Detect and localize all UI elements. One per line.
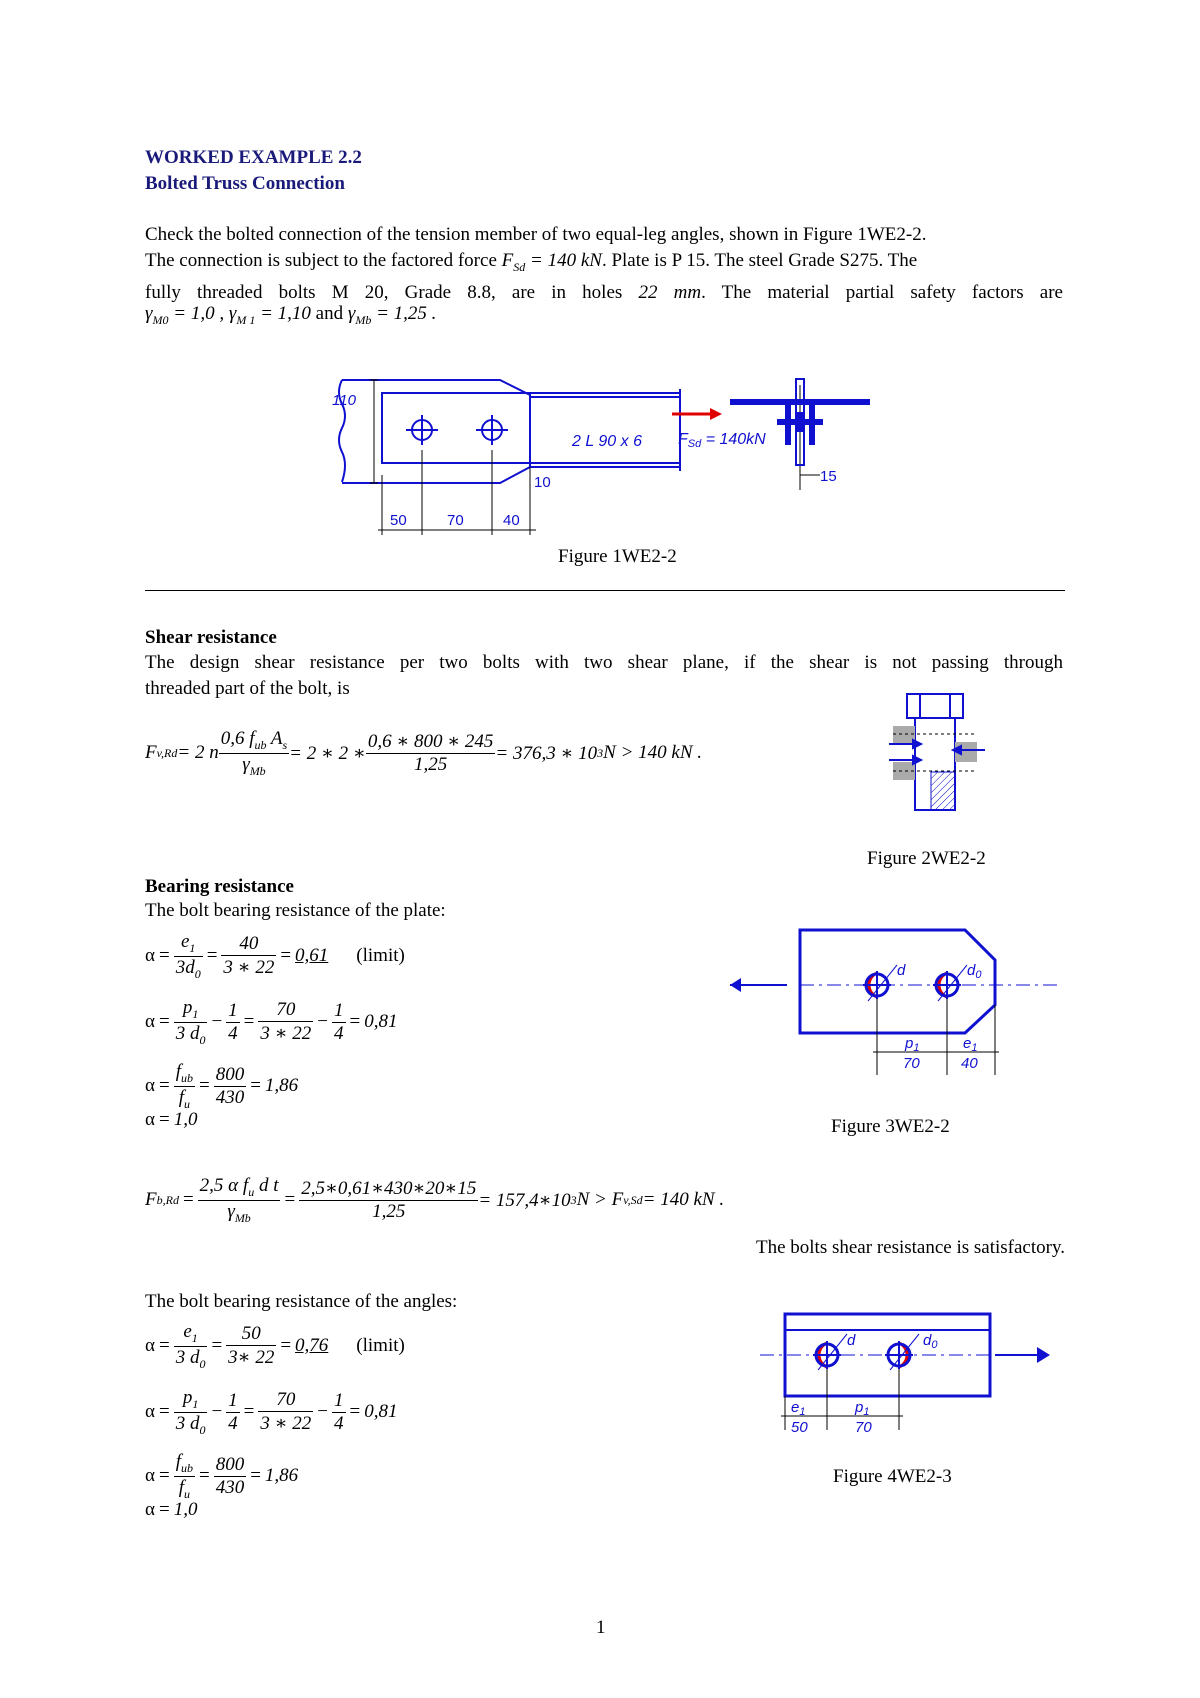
- figure-3-plate-bearing-drawing: [725, 925, 1065, 1075]
- shear-eq-1: = 2 n: [177, 742, 219, 763]
- intro-force-value: = 140 kN: [525, 250, 602, 271]
- fig3-40: 40: [961, 1055, 978, 1072]
- intro-line-3a: fully threaded bolts M 20, Grade 8.8, are in holes: [145, 281, 639, 303]
- shear-result-tail: N > 140 kN .: [603, 742, 703, 763]
- shear-fraction-2: $\frac{0,6 ∗ 800 ∗ 245}{1,25}$: [367, 731, 494, 775]
- angle-alpha-row-3: α = $\frac{f_{ub}}{f_u}$ = $\frac{800}{430}$ = 1,86: [145, 1450, 299, 1501]
- and-word: and: [310, 303, 348, 324]
- plate-bolt-1: [863, 965, 897, 1001]
- shear-line-2: threaded part of the bolt, is: [145, 678, 350, 699]
- plate-alpha-row-3: α = $\frac{f_{ub}}{f_u}$ = $\frac{800}{430}$ = 1,86: [145, 1060, 299, 1111]
- shear-result: = 376,3 ∗ 10: [495, 742, 598, 764]
- intro-line-1: Check the bolted connection of the tension member of two equal-leg angles, shown in Figure 1WE2-2.: [145, 224, 927, 245]
- dim-70: 70: [447, 512, 464, 529]
- shear-equation: [145, 725, 702, 781]
- force-label: FSd = 140kN: [678, 431, 766, 450]
- dim-15: 15: [820, 468, 837, 485]
- gamma-m0-symbol: γ: [145, 303, 153, 324]
- gamma-mb-sub: Mb: [355, 312, 372, 327]
- fig4-50: 50: [791, 1419, 808, 1435]
- bearing-heading: Bearing resistance: [145, 876, 294, 897]
- shear-result-sup: 3: [597, 745, 604, 760]
- fig4-p1: $p_1$: [855, 1399, 870, 1418]
- dim-40: 40: [503, 512, 520, 529]
- intro-line-2b: . Plate is P 15. The steel Grade S275. The: [601, 250, 918, 271]
- intro-line-2a: The connection is subject to the factored force: [145, 250, 502, 271]
- fig4-d0: $d_0$: [923, 1332, 938, 1351]
- figure-1-connection-drawing: [330, 375, 950, 550]
- fig3-d0: $d_0$: [967, 962, 982, 981]
- angle-alpha-row-4: α = 1,0: [145, 1499, 198, 1520]
- angles-intro: The bolt bearing resistance of the angles:: [145, 1291, 458, 1312]
- angle-alpha-row-1: α = $\frac{e_1}{3 d_0}$ = $\frac{50}{3∗ 22}$ = 0,76 (limit): [145, 1320, 405, 1371]
- limit-note: (limit): [356, 945, 405, 966]
- fig3-70: 70: [903, 1055, 920, 1072]
- plate-alpha-row-1: α = $\frac{e_1}{3d_0}$ = $\frac{40}{3 ∗ 22}$ = 0,61 (limit): [145, 930, 405, 981]
- shear-line-1: The design shear resistance per two bolts with two shear plane, if the shear is not passing through: [145, 652, 1063, 673]
- fig3-e1: $e_1$: [963, 1035, 978, 1054]
- member-label: 2 L 90 x 6: [572, 433, 642, 450]
- shear-heading: Shear resistance: [145, 627, 277, 648]
- fvrd-sub: v,Rd: [156, 745, 178, 760]
- worked-example-title: WORKED EXAMPLE 2.2: [145, 147, 362, 168]
- dim-50: 50: [390, 512, 407, 529]
- bearing-conclusion: The bolts shear resistance is satisfactory.: [755, 1237, 1065, 1258]
- angle-alpha-limit-value: 0,76: [295, 1335, 329, 1356]
- bearing-intro: The bolt bearing resistance of the plate:: [145, 900, 446, 921]
- fig4-70: 70: [855, 1419, 872, 1435]
- gamma-m1-symbol: γ: [228, 303, 237, 324]
- figure-4-caption: Figure 4WE2-3: [833, 1466, 952, 1487]
- page-number: 1: [596, 1617, 606, 1638]
- plate-alpha-row-2: α = $\frac{p_1}{3 d_0}$ − $\frac{1}{4}$ = $\frac{70}{3 ∗ 22}$ − $\frac{1}{4}$ = 0,81: [145, 996, 398, 1047]
- intro-safety-factors: [145, 302, 436, 332]
- intro-line-3b: . The material partial safety factors are: [701, 281, 1063, 303]
- bearing-resistance-equation: F b,Rd = $\frac{2,5 \alpha f_u d t}{\gamma_{Mb}}$ = $\frac{2,5∗0,61∗430∗20∗15}{1,25}$ = 157,4∗10 3 N > F v,Sd = 140 kN .: [145, 1174, 725, 1225]
- fig4-e1: $e_1$: [791, 1399, 806, 1418]
- intro-force-sub: Sd: [513, 259, 526, 274]
- gamma-m0-sub: M0: [152, 312, 169, 327]
- plate-alpha-row-4: α = 1,0: [145, 1109, 198, 1130]
- angle-bolt-2: [885, 1334, 919, 1370]
- angle-bolt-1: [813, 1334, 847, 1370]
- dim-110: 110: [332, 392, 356, 409]
- section-divider: [145, 590, 1065, 591]
- shear-eq-2: = 2 ∗ 2 ∗: [289, 742, 366, 764]
- plate-alpha-limit-value: 0,61: [295, 945, 329, 966]
- fig3-d: d: [897, 962, 906, 979]
- gamma-m1-value: = 1,10: [255, 303, 311, 324]
- figure-2-caption: Figure 2WE2-2: [867, 848, 986, 869]
- figure-1-caption: Figure 1WE2-2: [558, 546, 677, 567]
- gamma-mb-value: = 1,25 .: [371, 303, 437, 324]
- figure-3-caption: Figure 3WE2-2: [831, 1116, 950, 1137]
- plate-bolt-2: [933, 965, 967, 1001]
- figure-4-angle-bearing-drawing: [755, 1300, 1055, 1435]
- fvrd-symbol: F: [145, 742, 157, 763]
- fig4-d: d: [847, 1332, 856, 1349]
- fig3-p1: $p_1$: [905, 1035, 920, 1054]
- intro-holes: 22 mm: [638, 281, 702, 303]
- dim-10: 10: [534, 474, 551, 491]
- angle-alpha-row-2: α = $\frac{p_1}{3 d_0}$ − $\frac{1}{4}$ = $\frac{70}{3 ∗ 22}$ − $\frac{1}{4}$ = 0,81: [145, 1386, 398, 1437]
- gamma-mb-symbol: γ: [347, 303, 356, 324]
- gamma-m0-value: = 1,0 ,: [168, 303, 229, 324]
- gamma-m1-sub: M 1: [236, 312, 256, 327]
- figure-2-bolt-shear-drawing: [885, 690, 995, 820]
- shear-fraction-1: $\frac{0,6 f_{ub} A_s}{\gamma_{Mb}}$: [220, 727, 288, 778]
- intro-force-symbol: F: [501, 250, 514, 271]
- worked-example-subtitle: Bolted Truss Connection: [145, 173, 345, 194]
